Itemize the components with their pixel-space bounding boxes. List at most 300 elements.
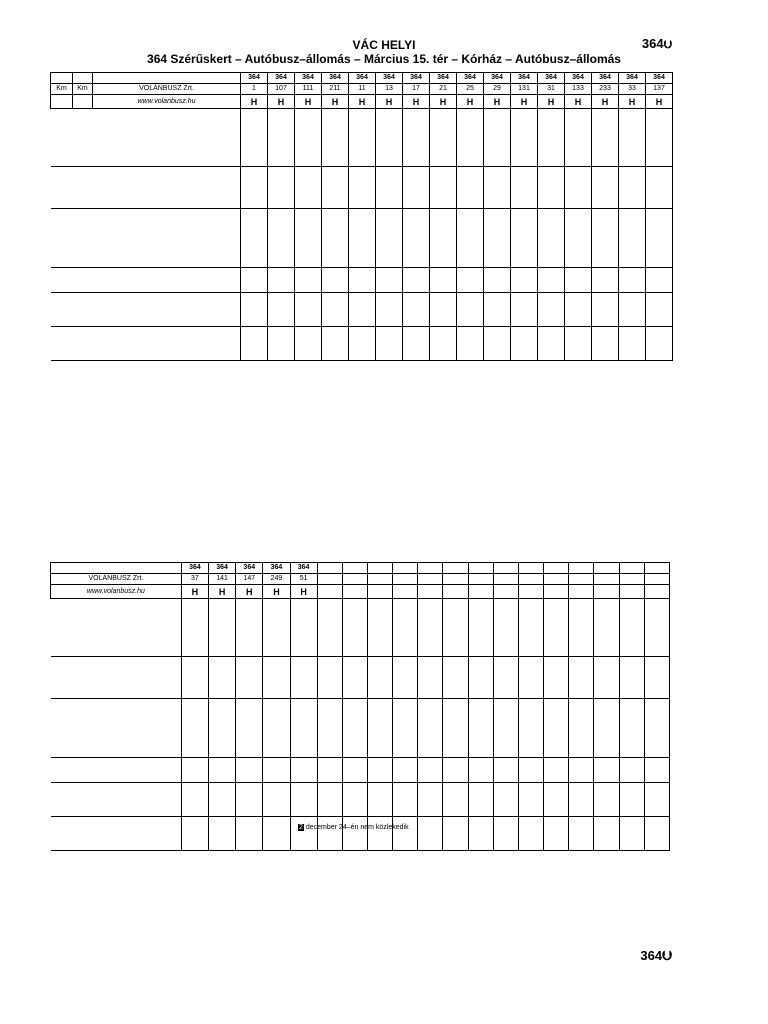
time-cell: [619, 607, 644, 615]
time-cell: [594, 648, 619, 657]
time-cell: [317, 624, 342, 632]
time-cell: [290, 783, 317, 792]
time-cell: [511, 176, 538, 184]
table-row: [51, 599, 670, 608]
time-cell: [646, 125, 673, 133]
time-cell: [342, 800, 367, 808]
table-row: [51, 250, 673, 258]
time-cell: [209, 800, 236, 808]
time-cell: [443, 774, 468, 783]
time-cell: [518, 632, 543, 640]
time-cell: [236, 724, 263, 732]
time-cell: [430, 192, 457, 200]
time-cell: [493, 674, 518, 682]
time-cell: [268, 125, 295, 133]
time-cell: [538, 343, 565, 351]
time-cell: [430, 258, 457, 267]
time-cell: [468, 800, 493, 808]
time-cell: [619, 226, 646, 234]
time-cell: [209, 833, 236, 841]
time-cell: [511, 267, 538, 276]
time-cell: [317, 766, 342, 774]
time-cell: [322, 209, 349, 218]
time-cell: [295, 150, 322, 158]
time-cell: [368, 808, 393, 817]
time-cell: [268, 258, 295, 267]
time-cell: [619, 816, 644, 825]
stop-cell: [73, 284, 93, 293]
time-cell: [181, 699, 208, 708]
time-cell: [565, 318, 592, 327]
time-cell: [518, 816, 543, 825]
time-cell: [493, 607, 518, 615]
time-cell: [349, 109, 376, 118]
stop-cell: [51, 800, 182, 808]
time-cell: [430, 109, 457, 118]
time-cell: [457, 335, 484, 343]
table-row: [51, 640, 670, 648]
time-cell: [241, 209, 268, 218]
time-cell: [368, 707, 393, 715]
stop-cell: [51, 167, 73, 176]
time-cell: [368, 666, 393, 674]
time-cell: [457, 343, 484, 351]
time-cell: [268, 150, 295, 158]
time-cell: [538, 134, 565, 142]
time-cell: [544, 791, 569, 799]
time-cell: [484, 209, 511, 218]
time-cell: [619, 343, 646, 351]
time-cell: [565, 109, 592, 118]
time-cell: [457, 158, 484, 167]
time-cell: [181, 640, 208, 648]
time-cell: [393, 707, 418, 715]
time-cell: [569, 648, 594, 657]
time-cell: [236, 716, 263, 724]
route-title: 364 Szérűskert – Autóbusz–állomás – Március 15. tér – Kórház – Autóbusz–állomás: [147, 52, 621, 66]
time-cell: [565, 326, 592, 335]
time-cell: [565, 301, 592, 309]
time-cell: [511, 150, 538, 158]
stop-cell: [93, 125, 241, 133]
time-cell: [518, 682, 543, 690]
time-cell: [295, 184, 322, 192]
stop-cell: [51, 335, 73, 343]
time-cell: [644, 757, 669, 766]
time-cell: [569, 599, 594, 608]
stop-cell: [73, 150, 93, 158]
time-cell: [263, 615, 290, 623]
stop-cell: [73, 167, 93, 176]
time-cell: [430, 234, 457, 242]
time-cell: [322, 326, 349, 335]
time-cell: [403, 326, 430, 335]
time-cell: [592, 226, 619, 234]
time-cell: [317, 774, 342, 783]
time-cell: [468, 757, 493, 766]
time-cell: [241, 117, 268, 125]
time-cell: [376, 192, 403, 200]
time-cell: [592, 301, 619, 309]
stop-cell: [51, 134, 73, 142]
time-cell: [209, 682, 236, 690]
time-cell: [268, 351, 295, 360]
time-cell: [263, 648, 290, 657]
time-cell: [468, 791, 493, 799]
time-cell: [209, 666, 236, 674]
time-cell: [418, 766, 443, 774]
time-cell: [317, 657, 342, 666]
time-cell: [484, 326, 511, 335]
time-cell: [236, 615, 263, 623]
time-cell: [592, 310, 619, 318]
time-cell: [263, 682, 290, 690]
stop-cell: [73, 318, 93, 327]
time-cell: [376, 150, 403, 158]
time-cell: [209, 808, 236, 817]
time-cell: [349, 343, 376, 351]
time-cell: [290, 833, 317, 841]
time-cell: [484, 134, 511, 142]
time-cell: [569, 808, 594, 817]
time-cell: [565, 226, 592, 234]
time-cell: [368, 740, 393, 748]
time-cell: [518, 791, 543, 799]
time-cell: [644, 690, 669, 699]
time-cell: [619, 833, 644, 841]
time-cell: [349, 318, 376, 327]
time-cell: [403, 301, 430, 309]
stop-cell: [51, 615, 182, 623]
time-cell: [493, 825, 518, 833]
time-cell: [430, 209, 457, 218]
stop-cell: [73, 209, 93, 218]
time-cell: [644, 699, 669, 708]
time-cell: [544, 674, 569, 682]
time-cell: [619, 682, 644, 690]
time-cell: [511, 200, 538, 209]
time-cell: [484, 310, 511, 318]
time-cell: [295, 217, 322, 225]
time-cell: [317, 716, 342, 724]
stop-cell: [73, 158, 93, 167]
time-cell: [290, 732, 317, 740]
time-cell: [295, 335, 322, 343]
time-cell: [518, 783, 543, 792]
time-cell: [418, 740, 443, 748]
stop-cell: [51, 682, 182, 690]
time-cell: [268, 217, 295, 225]
time-cell: [181, 607, 208, 615]
time-cell: [430, 184, 457, 192]
time-cell: [236, 757, 263, 766]
time-cell: [368, 648, 393, 657]
table-row: [51, 242, 673, 250]
stop-cell: [51, 200, 73, 209]
time-cell: [511, 217, 538, 225]
stop-cell: [51, 125, 73, 133]
time-cell: [349, 209, 376, 218]
time-cell: [295, 326, 322, 335]
time-cell: [236, 632, 263, 640]
time-cell: [349, 125, 376, 133]
time-cell: [594, 716, 619, 724]
table-row: [51, 766, 670, 774]
time-cell: [181, 666, 208, 674]
time-cell: [594, 816, 619, 825]
time-cell: [430, 167, 457, 176]
stop-cell: [51, 158, 73, 167]
time-cell: [457, 301, 484, 309]
time-cell: [342, 740, 367, 748]
time-cell: [594, 724, 619, 732]
time-cell: [644, 724, 669, 732]
time-cell: [646, 176, 673, 184]
stop-cell: [93, 109, 241, 118]
time-cell: [209, 615, 236, 623]
time-cell: [403, 242, 430, 250]
time-cell: [268, 284, 295, 293]
stop-cell: [73, 343, 93, 351]
time-cell: [619, 293, 646, 302]
stop-cell: [93, 326, 241, 335]
time-cell: [317, 632, 342, 640]
time-cell: [349, 267, 376, 276]
time-cell: [646, 301, 673, 309]
time-cell: [538, 242, 565, 250]
time-cell: [209, 699, 236, 708]
time-cell: [368, 716, 393, 724]
time-cell: [263, 740, 290, 748]
time-cell: [592, 250, 619, 258]
stop-cell: [93, 117, 241, 125]
time-cell: [317, 740, 342, 748]
time-cell: [290, 707, 317, 715]
time-cell: [592, 335, 619, 343]
time-cell: [236, 624, 263, 632]
time-cell: [268, 318, 295, 327]
time-cell: [493, 740, 518, 748]
time-cell: [209, 632, 236, 640]
time-cell: [349, 167, 376, 176]
time-cell: [236, 783, 263, 792]
time-cell: [393, 800, 418, 808]
stop-cell: [51, 816, 182, 825]
time-cell: [619, 150, 646, 158]
time-cell: [619, 310, 646, 318]
time-cell: [569, 766, 594, 774]
time-cell: [493, 808, 518, 817]
table-row: [51, 800, 670, 808]
time-cell: [393, 791, 418, 799]
time-cell: [393, 607, 418, 615]
time-cell: [594, 674, 619, 682]
time-cell: [209, 766, 236, 774]
time-cell: [295, 176, 322, 184]
time-cell: [468, 841, 493, 850]
table-row: [51, 158, 673, 167]
stop-cell: [93, 209, 241, 218]
time-cell: [236, 657, 263, 666]
time-cell: [443, 732, 468, 740]
stop-cell: [73, 184, 93, 192]
time-cell: [493, 783, 518, 792]
time-cell: [443, 699, 468, 708]
time-cell: [236, 690, 263, 699]
time-cell: [342, 791, 367, 799]
time-cell: [569, 841, 594, 850]
time-cell: [393, 724, 418, 732]
stop-cell: [51, 791, 182, 799]
time-cell: [317, 615, 342, 623]
time-cell: [181, 632, 208, 640]
time-cell: [241, 125, 268, 133]
time-cell: [322, 167, 349, 176]
time-cell: [376, 167, 403, 176]
time-cell: [342, 841, 367, 850]
time-cell: [403, 276, 430, 284]
time-cell: [518, 841, 543, 850]
time-cell: [418, 783, 443, 792]
time-cell: [619, 242, 646, 250]
time-cell: [544, 816, 569, 825]
time-cell: [619, 284, 646, 293]
time-cell: [268, 343, 295, 351]
time-cell: [418, 674, 443, 682]
time-cell: [295, 209, 322, 218]
time-cell: [236, 666, 263, 674]
time-cell: [430, 217, 457, 225]
time-cell: [594, 624, 619, 632]
time-cell: [592, 200, 619, 209]
time-cell: [342, 783, 367, 792]
time-cell: [295, 284, 322, 293]
time-cell: [443, 640, 468, 648]
time-cell: [295, 250, 322, 258]
time-cell: [376, 276, 403, 284]
stop-cell: [73, 351, 93, 360]
time-cell: [290, 624, 317, 632]
time-cell: [538, 176, 565, 184]
stop-cell: [93, 284, 241, 293]
time-cell: [241, 142, 268, 150]
time-cell: [518, 699, 543, 708]
stop-cell: [51, 632, 182, 640]
time-cell: [443, 816, 468, 825]
time-cell: [468, 632, 493, 640]
time-cell: [565, 276, 592, 284]
time-cell: [430, 142, 457, 150]
timetable-city-title: VÁC HELYI: [352, 38, 416, 52]
time-cell: [376, 184, 403, 192]
time-cell: [430, 267, 457, 276]
time-cell: [443, 624, 468, 632]
time-cell: [403, 351, 430, 360]
time-cell: [368, 624, 393, 632]
time-cell: [511, 258, 538, 267]
time-cell: [646, 167, 673, 176]
time-cell: [368, 632, 393, 640]
time-cell: [644, 674, 669, 682]
time-cell: [418, 707, 443, 715]
time-cell: [376, 125, 403, 133]
time-cell: [619, 234, 646, 242]
time-cell: [538, 209, 565, 218]
time-cell: [268, 200, 295, 209]
time-cell: [268, 109, 295, 118]
time-cell: [342, 632, 367, 640]
table-row: [51, 209, 673, 218]
time-cell: [592, 125, 619, 133]
time-cell: [342, 690, 367, 699]
time-cell: [263, 774, 290, 783]
time-cell: [592, 209, 619, 218]
time-cell: [349, 234, 376, 242]
time-cell: [538, 200, 565, 209]
time-cell: [181, 732, 208, 740]
time-cell: [241, 318, 268, 327]
time-cell: [418, 699, 443, 708]
time-cell: [241, 276, 268, 284]
time-cell: [368, 699, 393, 708]
time-cell: [322, 150, 349, 158]
page-route-tag: [640, 948, 672, 964]
time-cell: [569, 666, 594, 674]
time-cell: [538, 226, 565, 234]
time-cell: [209, 607, 236, 615]
time-cell: [518, 624, 543, 632]
time-cell: [418, 640, 443, 648]
time-cell: [290, 690, 317, 699]
time-cell: [646, 226, 673, 234]
stop-cell: [73, 142, 93, 150]
stop-cell: [51, 258, 73, 267]
time-cell: [646, 293, 673, 302]
time-cell: [538, 310, 565, 318]
time-cell: [518, 599, 543, 608]
time-cell: [544, 766, 569, 774]
time-cell: [209, 640, 236, 648]
time-cell: [403, 335, 430, 343]
time-cell: [443, 632, 468, 640]
time-cell: [418, 724, 443, 732]
time-cell: [349, 184, 376, 192]
time-cell: [209, 624, 236, 632]
time-cell: [349, 134, 376, 142]
footnote: [298, 824, 409, 831]
stop-cell: [73, 326, 93, 335]
time-cell: [393, 783, 418, 792]
time-cell: [443, 766, 468, 774]
time-cell: [317, 707, 342, 715]
time-cell: [592, 184, 619, 192]
time-cell: [393, 841, 418, 850]
table-row: [51, 674, 670, 682]
stop-cell: [93, 200, 241, 209]
time-cell: [565, 184, 592, 192]
time-cell: [457, 226, 484, 234]
time-cell: [236, 833, 263, 841]
time-cell: [592, 192, 619, 200]
time-cell: [349, 142, 376, 150]
stop-cell: [93, 250, 241, 258]
time-cell: [619, 184, 646, 192]
time-cell: [376, 351, 403, 360]
time-cell: [368, 599, 393, 608]
time-cell: [290, 615, 317, 623]
time-cell: [430, 134, 457, 142]
time-cell: [418, 648, 443, 657]
